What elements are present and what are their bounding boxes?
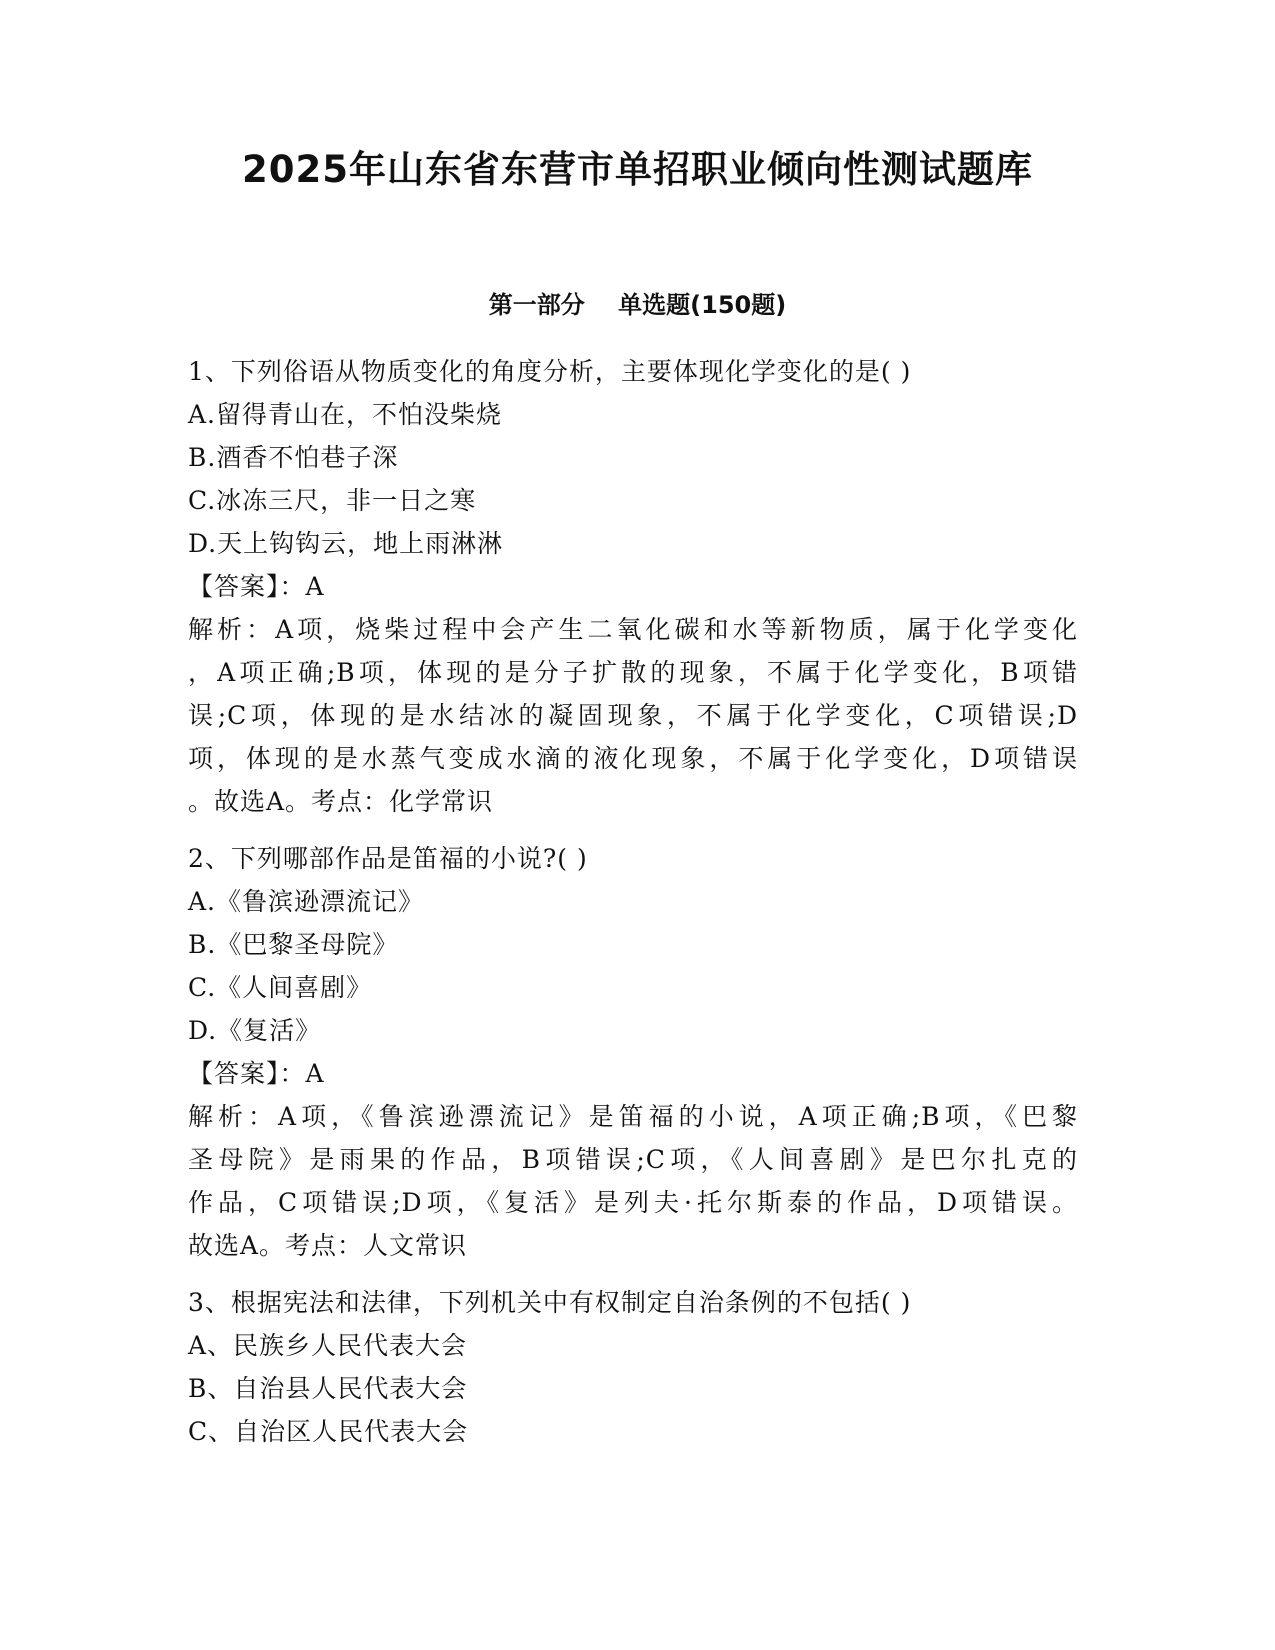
spacer <box>188 823 1088 837</box>
analysis-line: 。故选A。考点：化学常识 <box>188 787 494 816</box>
analysis-line: 圣母院》是雨果的作品，B项错误;C项，《人间喜剧》是巴尔扎克的 <box>188 1145 1078 1174</box>
option-c: C、自治区人民代表大会 <box>188 1417 469 1446</box>
analysis-line: ，A项正确;B项，体现的是分子扩散的现象，不属于化学变化，B项错 <box>188 658 1078 687</box>
option-b: B、自治县人民代表大会 <box>188 1374 468 1403</box>
document-title: 2025年山东省东营市单招职业倾向性测试题库 <box>242 148 1033 191</box>
question-list <box>188 350 1088 1453</box>
section-title: 第一部分 单选题(150题) <box>488 291 787 319</box>
analysis-line: 作品，C项错误;D项，《复活》是列夫·托尔斯泰的作品，D项错误。 <box>188 1188 1078 1217</box>
analysis-line: 项，体现的是水蒸气变成水滴的液化现象，不属于化学变化，D项错误 <box>188 744 1078 773</box>
analysis-line: 解析：A项，《鲁滨逊漂流记》是笛福的小说，A项正确;B项，《巴黎 <box>188 1102 1078 1131</box>
answer: 【答案】：A <box>188 1059 325 1088</box>
question-stem: 3、根据宪法和法律，下列机关中有权制定自治条例的不包括( ) <box>188 1288 912 1317</box>
analysis <box>188 1095 1088 1267</box>
option-b: B.酒香不怕巷子深 <box>188 443 399 472</box>
answer: 【答案】：A <box>188 572 325 601</box>
option-a: A.留得青山在，不怕没柴烧 <box>188 400 503 429</box>
option-d: D.《复活》 <box>188 1016 322 1045</box>
analysis-line: 故选A。考点：人文常识 <box>188 1231 468 1260</box>
option-a: A、民族乡人民代表大会 <box>188 1331 468 1360</box>
question-2 <box>188 837 1088 1267</box>
analysis <box>188 608 1088 823</box>
analysis-line: 解析：A项，烧柴过程中会产生二氧化碳和水等新物质，属于化学变化 <box>188 615 1078 644</box>
option-d: D.天上钩钩云，地上雨淋淋 <box>188 529 504 558</box>
analysis-line: 误;C项，体现的是水结冰的凝固现象，不属于化学变化，C项错误;D <box>188 701 1078 730</box>
option-a: A.《鲁滨逊漂流记》 <box>188 887 425 916</box>
question-stem: 2、下列哪部作品是笛福的小说?( ) <box>188 844 588 873</box>
option-c: C.《人间喜剧》 <box>188 973 373 1002</box>
option-c: C.冰冻三尺，非一日之寒 <box>188 486 477 515</box>
question-stem: 1、下列俗语从物质变化的角度分析，主要体现化学变化的是( ) <box>188 357 912 386</box>
question-3 <box>188 1281 1088 1453</box>
spacer <box>188 1267 1088 1281</box>
option-b: B.《巴黎圣母院》 <box>188 930 399 959</box>
question-1 <box>188 350 1088 823</box>
